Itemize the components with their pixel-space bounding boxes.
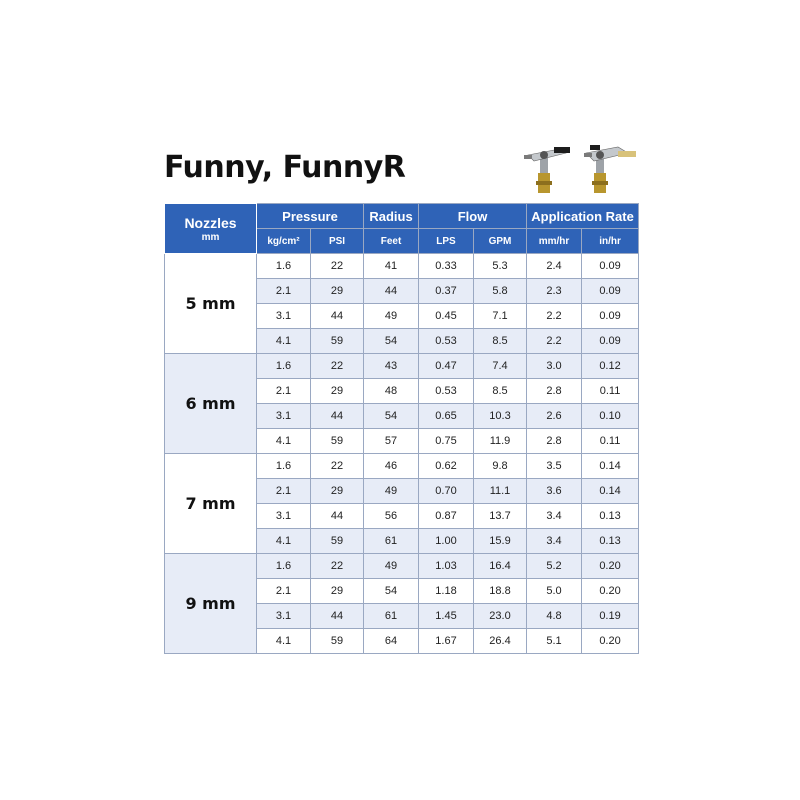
table-cell: 46 [364,454,419,479]
nozzle-size-cell: 9 mm [165,554,257,654]
table-cell: 44 [311,604,364,629]
table-cell: 64 [364,629,419,654]
table-cell: 48 [364,379,419,404]
table-cell: 7.1 [474,304,527,329]
table-cell: 10.3 [474,404,527,429]
table-cell: 0.14 [582,479,639,504]
table-cell: 0.53 [419,379,474,404]
table-cell: 29 [311,279,364,304]
table-cell: 4.1 [257,529,311,554]
table-cell: 16.4 [474,554,527,579]
table-cell: 3.1 [257,604,311,629]
table-cell: 4.1 [257,629,311,654]
table-row [165,454,639,479]
table-cell: 4.1 [257,429,311,454]
table-cell: 59 [311,429,364,454]
table-cell: 49 [364,554,419,579]
table-cell: 5.2 [527,554,582,579]
table-cell: 26.4 [474,629,527,654]
page-title: Funny, FunnyR [164,150,406,185]
unit-header: mm/hr [527,229,582,254]
table-row [165,254,639,279]
nozzle-size-cell: 7 mm [165,454,257,554]
table-cell: 1.67 [419,629,474,654]
table-cell: 1.6 [257,554,311,579]
table-cell: 2.1 [257,579,311,604]
table-cell: 0.11 [582,429,639,454]
table-cell: 11.1 [474,479,527,504]
table-cell: 0.13 [582,504,639,529]
nozzles-header: Nozzles mm [165,204,257,254]
table-cell: 0.20 [582,629,639,654]
unit-header: kg/cm² [257,229,311,254]
table-cell: 59 [311,329,364,354]
table-cell: 0.33 [419,254,474,279]
table-cell: 44 [311,504,364,529]
flow-header: Flow [419,204,527,229]
table-cell: 5.8 [474,279,527,304]
table-cell: 22 [311,354,364,379]
table-row [165,354,639,379]
table-cell: 3.4 [527,504,582,529]
table-cell: 61 [364,604,419,629]
table-cell: 0.12 [582,354,639,379]
application-rate-header: Application Rate [527,204,639,229]
table-cell: 44 [311,304,364,329]
table-cell: 22 [311,554,364,579]
table-cell: 3.6 [527,479,582,504]
table-cell: 5.0 [527,579,582,604]
table-cell: 0.62 [419,454,474,479]
table-cell: 3.1 [257,504,311,529]
table-cell: 0.70 [419,479,474,504]
table-cell: 0.47 [419,354,474,379]
table-cell: 41 [364,254,419,279]
table-cell: 0.53 [419,329,474,354]
nozzle-size-cell: 5 mm [165,254,257,354]
unit-header: PSI [311,229,364,254]
table-cell: 0.09 [582,279,639,304]
table-cell: 0.20 [582,554,639,579]
table-cell: 18.8 [474,579,527,604]
table-cell: 0.65 [419,404,474,429]
table-cell: 3.1 [257,304,311,329]
table-cell: 0.20 [582,579,639,604]
table-cell: 1.45 [419,604,474,629]
table-cell: 3.4 [527,529,582,554]
table-cell: 8.5 [474,379,527,404]
table-cell: 0.13 [582,529,639,554]
table-cell: 56 [364,504,419,529]
table-cell: 3.1 [257,404,311,429]
table-cell: 0.19 [582,604,639,629]
table-cell: 2.6 [527,404,582,429]
table-cell: 44 [311,404,364,429]
table-cell: 29 [311,579,364,604]
table-cell: 0.10 [582,404,639,429]
table-cell: 2.1 [257,379,311,404]
table-cell: 0.87 [419,504,474,529]
table-cell: 2.2 [527,329,582,354]
unit-header: LPS [419,229,474,254]
table-cell: 29 [311,379,364,404]
table-cell: 0.14 [582,454,639,479]
table-cell: 54 [364,329,419,354]
table-cell: 2.3 [527,279,582,304]
table-cell: 5.1 [527,629,582,654]
table-cell: 1.03 [419,554,474,579]
table-cell: 5.3 [474,254,527,279]
table-cell: 0.09 [582,254,639,279]
table-cell: 54 [364,404,419,429]
table-cell: 4.8 [527,604,582,629]
table-cell: 2.8 [527,429,582,454]
table-cell: 44 [364,279,419,304]
table-cell: 59 [311,529,364,554]
table-cell: 23.0 [474,604,527,629]
table-cell: 1.18 [419,579,474,604]
table-cell: 15.9 [474,529,527,554]
table-cell: 2.1 [257,279,311,304]
table-cell: 29 [311,479,364,504]
table-cell: 3.0 [527,354,582,379]
unit-header: in/hr [582,229,639,254]
table-cell: 1.6 [257,454,311,479]
table-cell: 1.6 [257,354,311,379]
impact-sprinkler-pair-icon [524,143,638,195]
nozzle-size-cell: 6 mm [165,354,257,454]
table-cell: 43 [364,354,419,379]
table-cell: 9.8 [474,454,527,479]
table-cell: 22 [311,254,364,279]
unit-header: GPM [474,229,527,254]
table-cell: 11.9 [474,429,527,454]
nozzle-performance-table [164,203,639,654]
table-cell: 49 [364,479,419,504]
table-cell: 7.4 [474,354,527,379]
table-cell: 2.1 [257,479,311,504]
table-cell: 0.37 [419,279,474,304]
table-cell: 2.8 [527,379,582,404]
radius-header: Radius [364,204,419,229]
table-cell: 3.5 [527,454,582,479]
table-cell: 0.09 [582,304,639,329]
table-cell: 0.75 [419,429,474,454]
table-cell: 61 [364,529,419,554]
table-cell: 0.45 [419,304,474,329]
table-cell: 1.6 [257,254,311,279]
table-cell: 22 [311,454,364,479]
unit-header: Feet [364,229,419,254]
table-cell: 54 [364,579,419,604]
table-row [165,554,639,579]
table-cell: 2.2 [527,304,582,329]
table-cell: 8.5 [474,329,527,354]
table-cell: 13.7 [474,504,527,529]
pressure-header: Pressure [257,204,364,229]
table-cell: 4.1 [257,329,311,354]
table-cell: 2.4 [527,254,582,279]
table-cell: 1.00 [419,529,474,554]
table-cell: 0.09 [582,329,639,354]
table-cell: 49 [364,304,419,329]
table-cell: 57 [364,429,419,454]
table-cell: 0.11 [582,379,639,404]
table-cell: 59 [311,629,364,654]
